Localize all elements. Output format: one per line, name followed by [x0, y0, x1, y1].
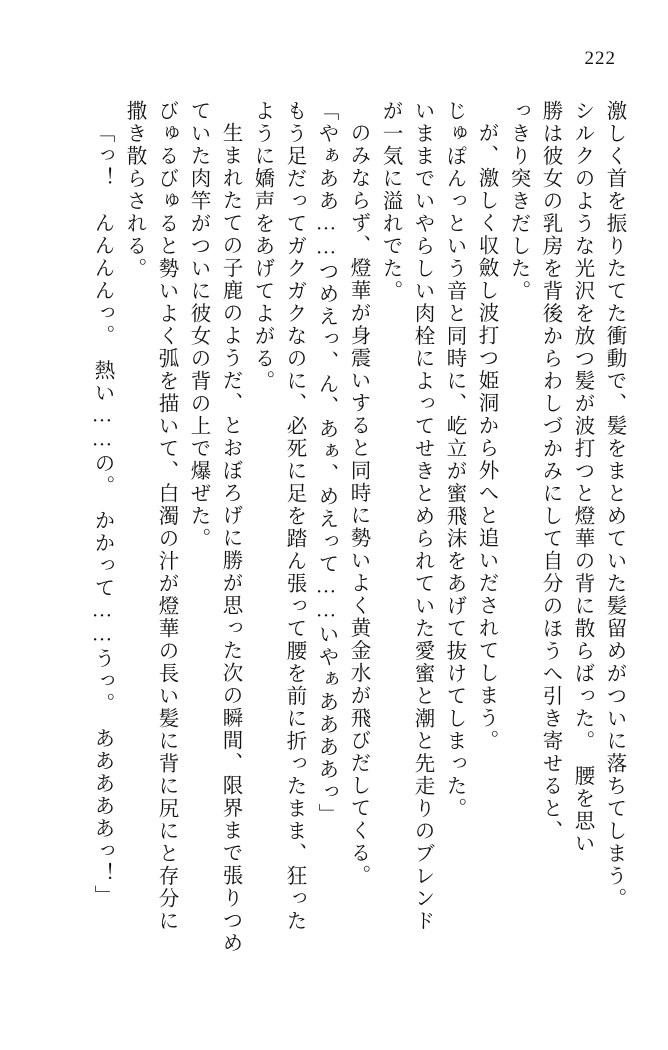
text-line: ように嬌声をあげてよがる。 — [251, 100, 273, 393]
text-line: 「やぁああ……つめえっ、ん、あぁ、めえって……いやぁああああっ」 — [315, 100, 337, 826]
page-number: 222 — [584, 48, 616, 69]
text-line: 激しく首を振りたてた衝動で、髪をまとめていた髪留めがついに落ちてしまう。 — [603, 100, 625, 910]
text-line: びゅるびゅると勢いよく弧を描いて、白濁の汁が燈華の長い髪に背に尻にと存分に — [155, 100, 177, 933]
text-line: のみならず、燈華が身震いすると同時に勢いよく黄金水が飛びだしてくる。 — [347, 122, 369, 887]
text-line: が一気に溢れでた。 — [379, 100, 401, 303]
text-line: じゅぽんっという音と同時に、屹立が蜜飛沫をあげて抜けてしまった。 — [443, 100, 465, 820]
vertical-text-block — [44, 100, 624, 990]
text-line: シルクのような光沢を放つ髪が波打つと燈華の背に散らばった。 腰を思い — [571, 100, 593, 855]
text-line: もう足だってガクガクなのに、必死に足を踏ん張って腰を前に折ったまま、狂った — [283, 100, 305, 933]
text-line: が、激しく収斂し波打つ姫洞から外へと追いだされてしまう。 — [475, 122, 497, 752]
text-line: っきり突きだした。 — [507, 100, 529, 303]
text-line: 勝は彼女の乳房を背後からわしづかみにして自分のほうへ引き寄せると、 — [539, 100, 561, 843]
text-line: いままでいやらしい肉栓によってせきとめられていた愛蜜と潮と先走りのブレンド — [411, 100, 433, 933]
text-line: 「っ！ んんんんっ。 熱い……の。 かかって……うっ。 あああああっ！」 — [91, 122, 113, 908]
text-line: 生まれたての子鹿のようだ、とおぼろげに勝が思った次の瞬間、限界まで張りつめ — [219, 122, 241, 955]
text-line: ていた肉竿がついに彼女の背の上で爆ぜた。 — [187, 100, 209, 550]
text-line: 撒き散らされる。 — [123, 100, 145, 280]
